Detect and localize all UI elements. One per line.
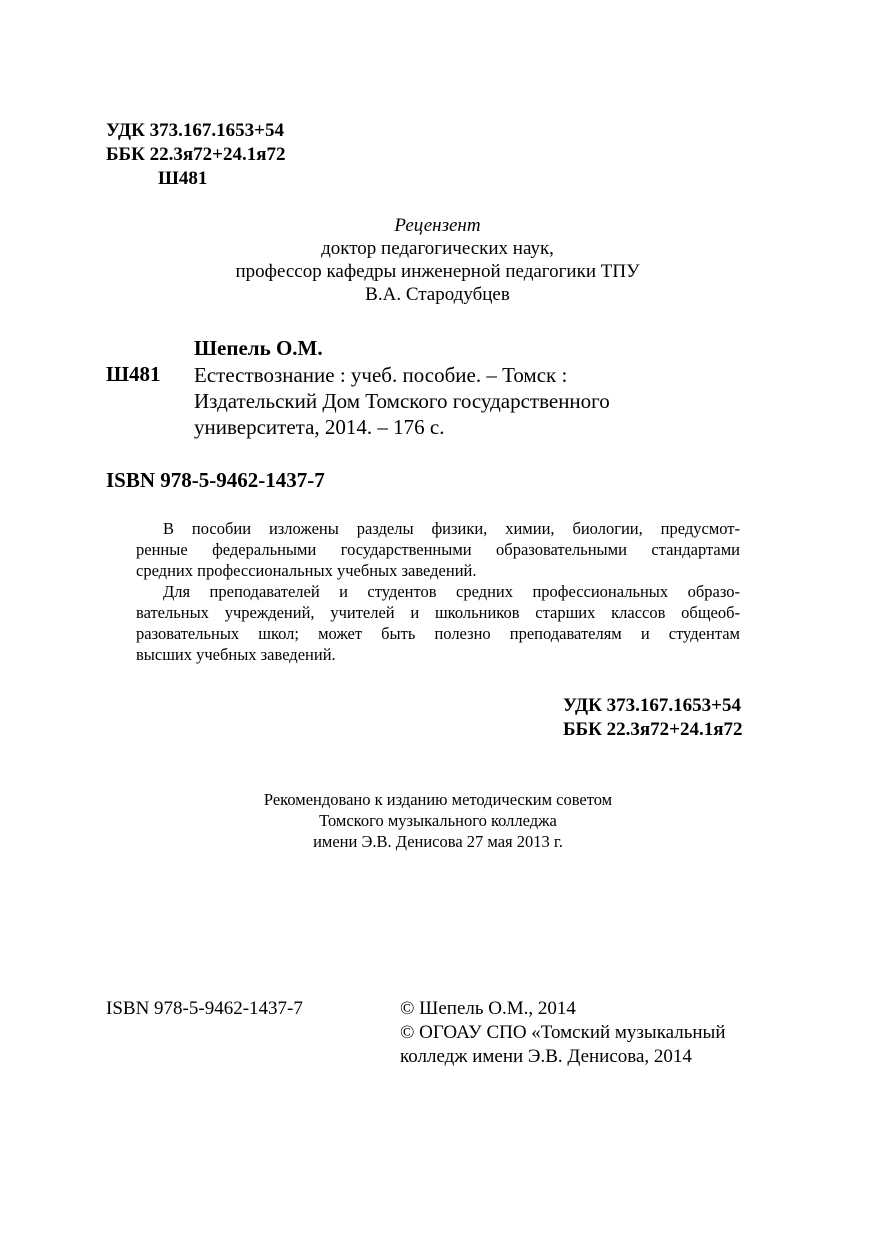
author-mark: Ш481 xyxy=(158,168,208,189)
reviewer-degree: доктор педагогических наук, xyxy=(321,238,554,259)
udk-code: УДК 373.167.1653+54 xyxy=(106,120,284,141)
annotation xyxy=(136,518,740,665)
bbk-code: ББК 22.3я72+24.1я72 xyxy=(106,144,286,165)
reviewer-name: В.А. Стародубцев xyxy=(365,284,510,305)
udk-code-right: УДК 373.167.1653+54 xyxy=(563,695,741,716)
recommendation-line: Томского музыкального колледжа xyxy=(319,811,557,830)
annotation-line: вательных учреждений, учителей и школьников старших классов общеоб- xyxy=(136,603,740,622)
bbk-code-right: ББК 22.3я72+24.1я72 xyxy=(563,719,743,740)
copyright-line: © ОГОАУ СПО «Томский музыкальный xyxy=(400,1022,726,1043)
record-author: Шепель О.М. xyxy=(194,336,323,360)
record-author-mark: Ш481 xyxy=(106,362,161,386)
footer-isbn: ISBN 978-5-9462-1437-7 xyxy=(106,998,303,1019)
copyright-block xyxy=(400,997,726,1069)
copyright-line: колледж имени Э.В. Денисова, 2014 xyxy=(400,1046,692,1067)
annotation-line: Для преподавателей и студентов средних профессиональных образо- xyxy=(163,582,740,601)
reviewer-heading: Рецензент xyxy=(394,215,481,236)
recommendation xyxy=(188,789,688,852)
recommendation-line: Рекомендовано к изданию методическим советом xyxy=(263,790,613,809)
copyright-line: © Шепель О.М., 2014 xyxy=(400,998,576,1019)
annotation-line: разовательных школ; может быть полезно преподавателям и студентам xyxy=(136,624,740,643)
record-line: Естествознание : учеб. пособие. – Томск : xyxy=(194,363,568,387)
annotation-line: средних профессиональных учебных заведений. xyxy=(136,561,477,580)
annotation-line: высших учебных заведений. xyxy=(136,645,336,664)
isbn-heading: ISBN 978-5-9462-1437-7 xyxy=(106,468,325,492)
annotation-line: ренные федеральными государственными образовательными стандартами xyxy=(136,540,740,559)
annotation-line: В пособии изложены разделы физики, химии, биологии, предусмот- xyxy=(163,519,740,538)
reviewer-position: профессор кафедры инженерной педагогики ТПУ xyxy=(235,261,640,282)
record-line: университета, 2014. – 176 с. xyxy=(194,415,445,439)
reviewer-block xyxy=(200,214,675,306)
recommendation-line: имени Э.В. Денисова 27 мая 2013 г. xyxy=(313,832,563,851)
record-line: Издательский Дом Томского государственного xyxy=(194,389,610,413)
record-description xyxy=(194,362,610,440)
